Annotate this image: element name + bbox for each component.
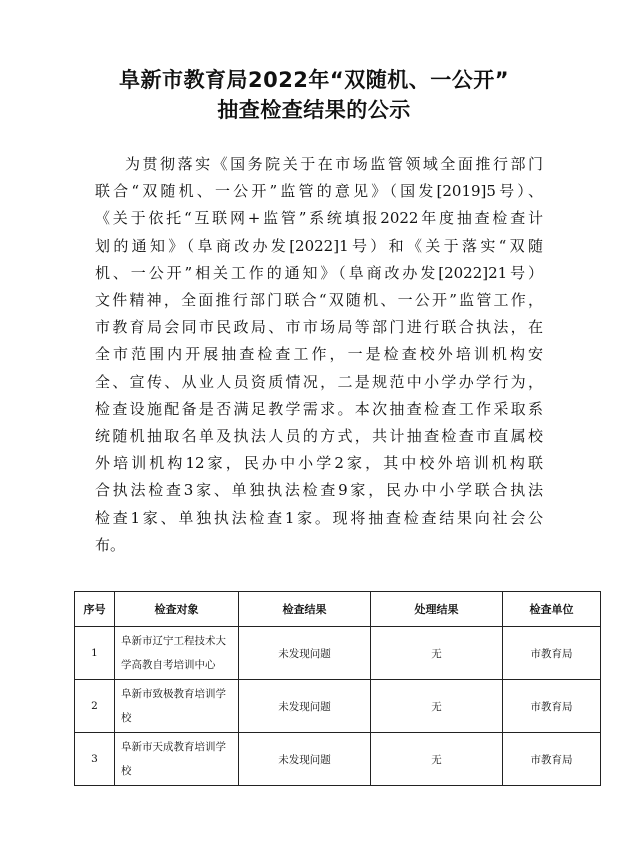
cell-inspection-target <box>115 680 239 733</box>
body-line: 划的通知》（阜商改办发[2022]1号）和《关于落实“双随 <box>95 236 543 255</box>
body-line: 合执法检查3家、单独执法检查9家，民办中小学联合执法 <box>95 481 543 500</box>
body-line: 检查1家、单独执法检查1家。现将抽查检查结果向社会公 <box>95 508 543 527</box>
cell-inspection-target <box>115 733 239 786</box>
header-inspection-unit: 检查单位 <box>503 592 601 627</box>
body-line: 全市范围内开展抽查检查工作，一是检查校外培训机构安 <box>95 345 543 364</box>
target-line: 阜新市致极教育培训学 <box>121 688 226 700</box>
body-line: 检查设施配备是否满足教学需求。本次抽查检查工作采取系 <box>95 399 543 418</box>
body-line: 全、宣传、从业人员资质情况，二是规范中小学办学行为， <box>95 372 543 391</box>
body-line: 布。 <box>95 535 126 554</box>
cell-serial-number: 2 <box>75 680 115 733</box>
table-header-row <box>75 592 601 627</box>
target-line: 校 <box>121 765 132 777</box>
cell-inspection-unit: 市教育局 <box>503 680 601 733</box>
target-line: 学高教自考培训中心 <box>121 659 216 671</box>
body-line: 为贯彻落实《国务院关于在市场监管领域全面推行部门 <box>125 155 543 173</box>
body-line: 联合“双随机、一公开”监管的意见》（国发[2019]5号）、 <box>95 182 543 201</box>
document-title-line-1: 阜新市教育局2022年“双随机、一公开” <box>118 68 510 92</box>
table-row <box>75 680 601 733</box>
header-inspection-result: 检查结果 <box>239 592 371 627</box>
body-line: 统随机抽取名单及执法人员的方式，共计抽查检查市直属校 <box>95 427 543 446</box>
body-line: 外培训机构12家，民办中小学2家，其中校外培训机构联 <box>95 454 543 473</box>
cell-inspection-unit: 市教育局 <box>503 733 601 786</box>
cell-handling-result: 无 <box>371 627 503 680</box>
header-handling-result: 处理结果 <box>371 592 503 627</box>
cell-handling-result: 无 <box>371 680 503 733</box>
cell-inspection-unit: 市教育局 <box>503 627 601 680</box>
body-line: 机、一公开”相关工作的通知》（阜商改办发[2022]21号） <box>95 263 543 282</box>
body-line: 市教育局会同市民政局、市市场局等部门进行联合执法，在 <box>95 318 543 337</box>
table-row <box>75 627 601 680</box>
cell-inspection-result: 未发现问题 <box>239 733 371 786</box>
target-line: 阜新市天成教育培训学 <box>121 741 226 753</box>
table-row <box>75 733 601 786</box>
cell-inspection-target <box>115 627 239 680</box>
document-title-line-2: 抽查检查结果的公示 <box>217 98 411 122</box>
cell-inspection-result: 未发现问题 <box>239 627 371 680</box>
target-line: 校 <box>121 712 132 724</box>
body-line: 文件精神，全面推行部门联合“双随机、一公开”监管工作， <box>95 291 543 310</box>
results-table <box>74 591 601 786</box>
announcement-body <box>95 151 543 559</box>
target-line: 阜新市辽宁工程技术大 <box>121 635 226 647</box>
header-serial-number: 序号 <box>75 592 115 627</box>
cell-serial-number: 1 <box>75 627 115 680</box>
body-line: 《关于依托“互联网+监管”系统填报2022年度抽查检查计 <box>95 209 543 228</box>
header-inspection-target: 检查对象 <box>115 592 239 627</box>
cell-serial-number: 3 <box>75 733 115 786</box>
cell-inspection-result: 未发现问题 <box>239 680 371 733</box>
cell-handling-result: 无 <box>371 733 503 786</box>
